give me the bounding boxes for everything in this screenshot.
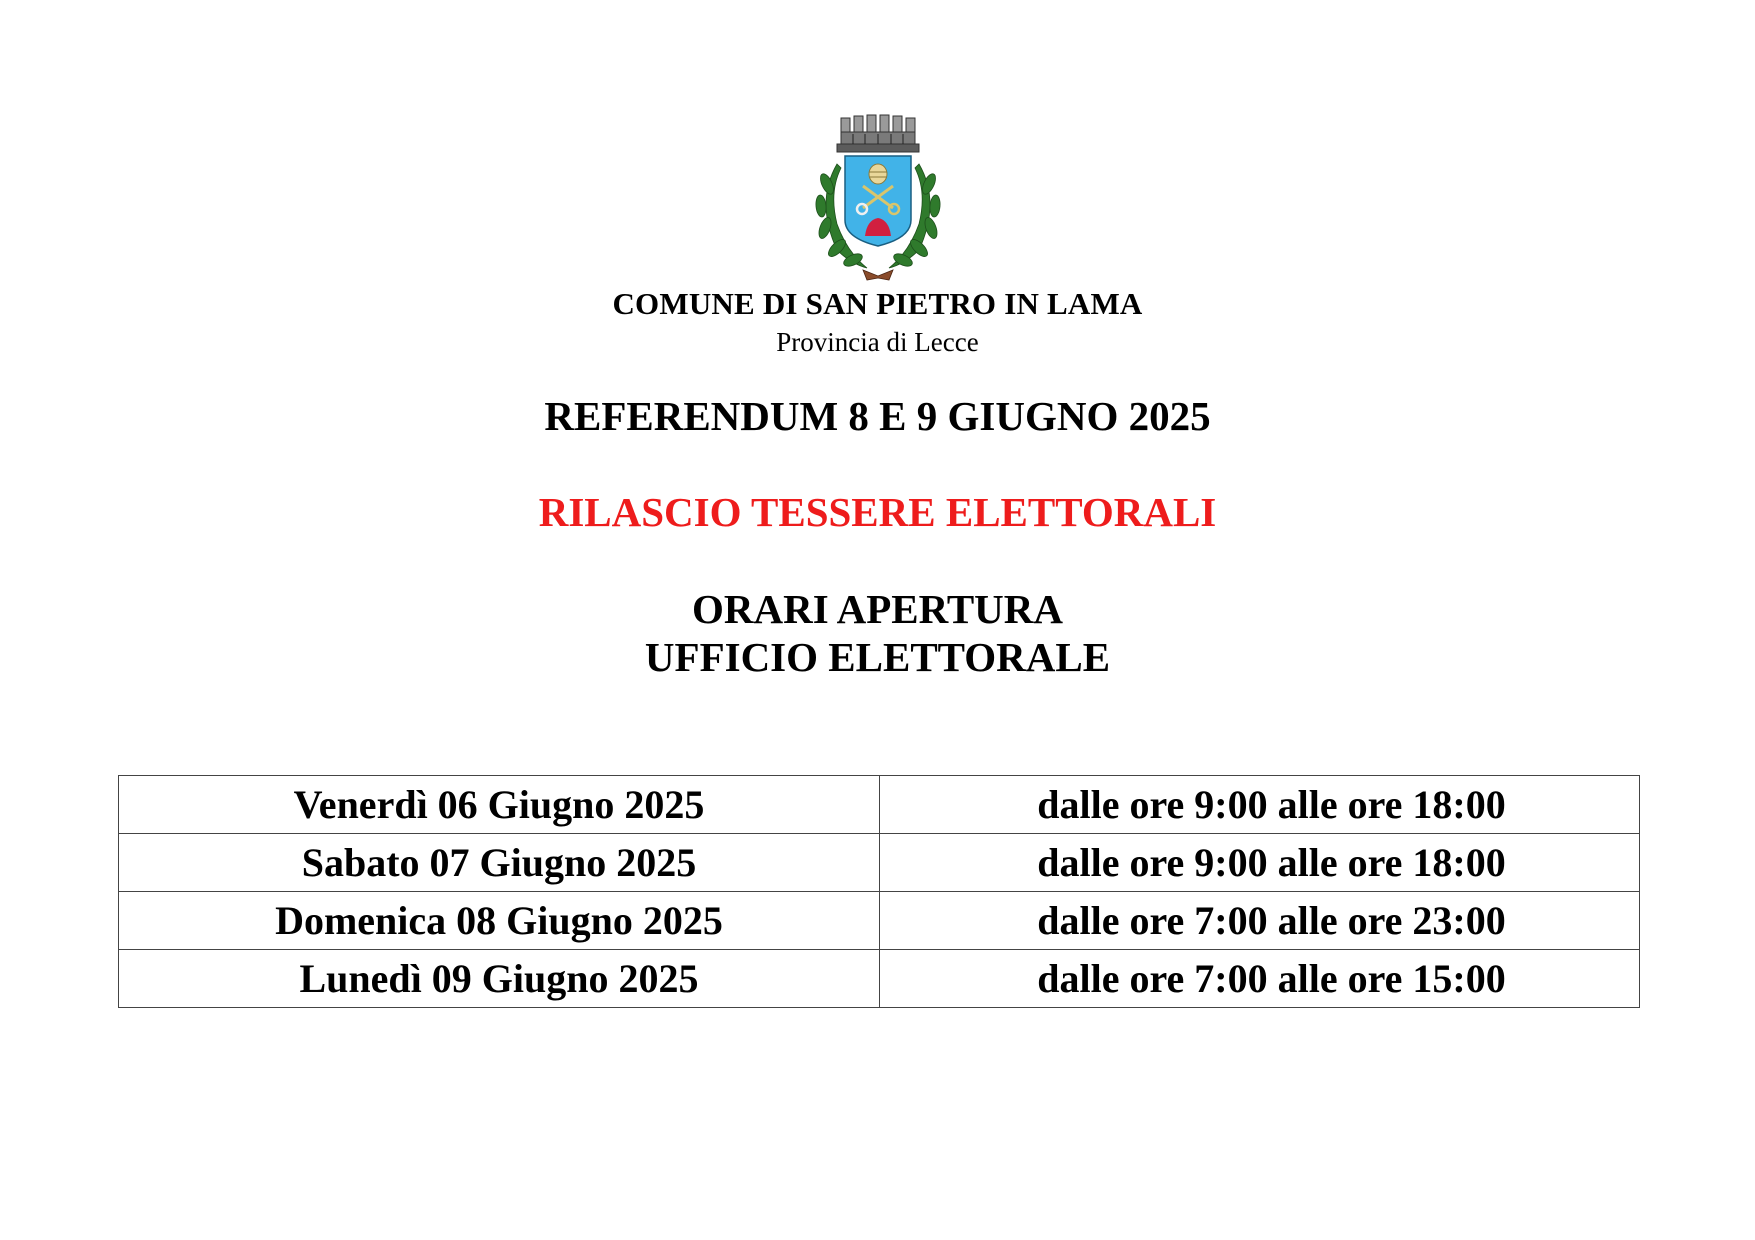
hours-cell: dalle ore 9:00 alle ore 18:00: [880, 776, 1640, 834]
section-title-line1: ORARI APERTURA: [691, 586, 1063, 632]
day-cell: Sabato 07 Giugno 2025: [119, 834, 880, 892]
schedule-table: [118, 775, 1640, 1008]
hours-cell: dalle ore 7:00 alle ore 15:00: [880, 950, 1640, 1008]
table-row: [119, 892, 1640, 950]
subtitle-voter-cards: RILASCIO TESSERE ELETTORALI: [538, 489, 1217, 535]
table-row: [119, 776, 1640, 834]
hours-cell: dalle ore 7:00 alle ore 23:00: [880, 892, 1640, 950]
referendum-title: REFERENDUM 8 E 9 GIUGNO 2025: [544, 393, 1211, 439]
hours-cell: dalle ore 9:00 alle ore 18:00: [880, 834, 1640, 892]
municipality-name: COMUNE DI SAN PIETRO IN LAMA: [612, 286, 1143, 321]
table-row: [119, 834, 1640, 892]
province-name: Provincia di Lecce: [776, 327, 979, 357]
day-cell: Venerdì 06 Giugno 2025: [119, 776, 880, 834]
crown-icon: [837, 115, 919, 152]
section-title-line2: UFFICIO ELETTORALE: [644, 634, 1111, 680]
day-cell: Lunedì 09 Giugno 2025: [119, 950, 880, 1008]
coat-of-arms-icon: [807, 112, 949, 284]
shield-icon: [845, 156, 911, 246]
day-cell: Domenica 08 Giugno 2025: [119, 892, 880, 950]
table-row: [119, 950, 1640, 1008]
